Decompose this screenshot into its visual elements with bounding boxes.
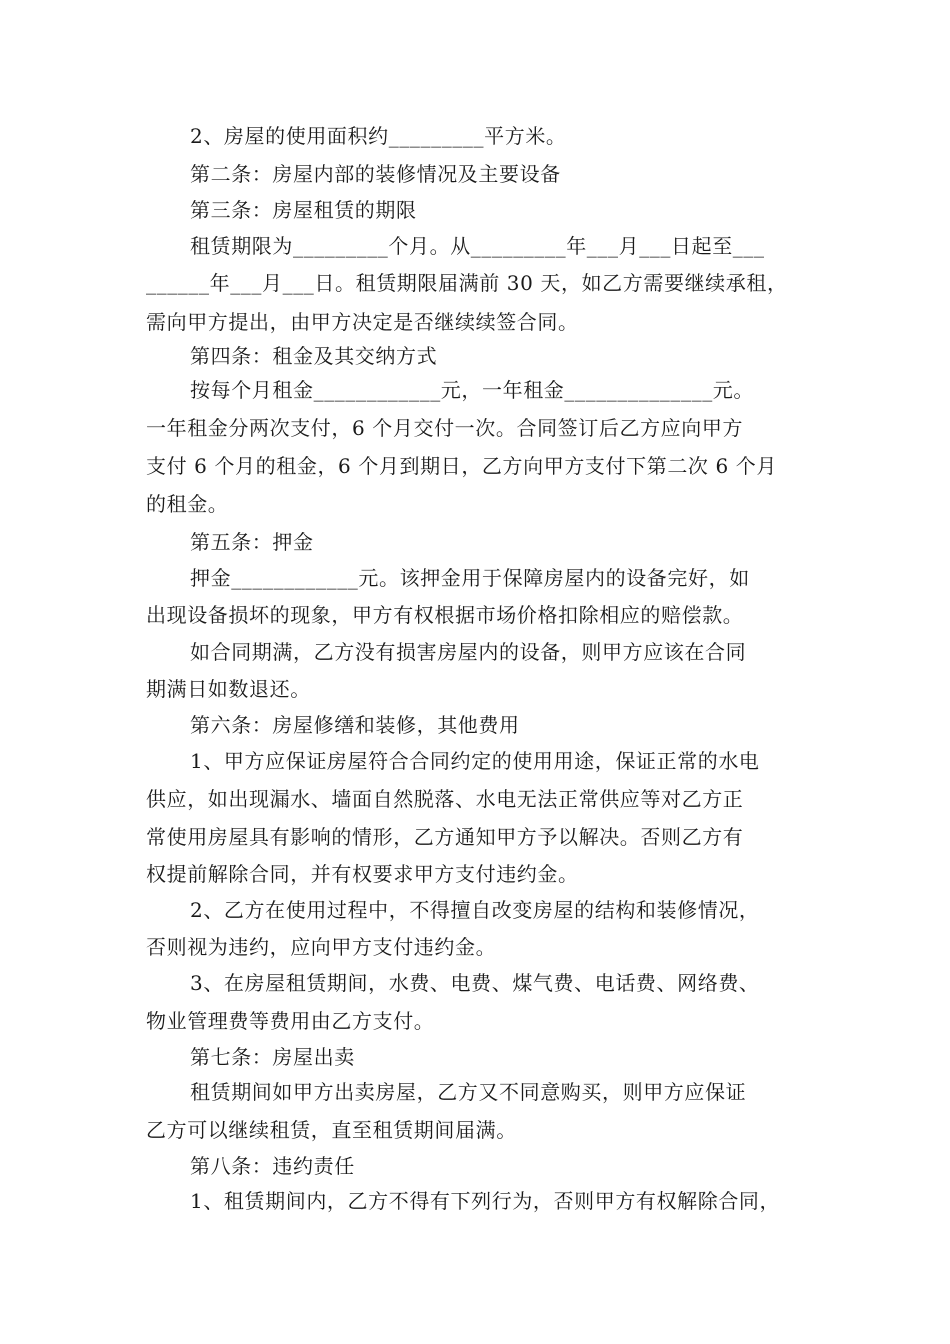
lease-term-line-2: ______年___月___日。租赁期限届满前 30 天，如乙方需要继续承租， [146,271,788,295]
rent-line-2: 一年租金分两次支付，6 个月交付一次。合同签订后乙方应向甲方 [146,416,744,440]
lease-term-line-1: 租赁期限为_________个月。从_________年___月___日起至___ [190,234,765,258]
lease-term-line-3: 需向甲方提出，由甲方决定是否继续续签合同。 [146,310,579,334]
clause-5-heading: 第五条：押金 [190,530,314,554]
clause-3-heading: 第三条：房屋租赁的期限 [190,198,417,222]
rent-line-1: 按每个月租金____________元，一年租金______________元。 [190,378,754,402]
repair-item-2-line-1: 2、乙方在使用过程中，不得擅自改变房屋的结构和装修情况， [190,898,760,922]
sale-line-1: 租赁期间如甲方出卖房屋，乙方又不同意购买，则甲方应保证 [190,1080,747,1104]
repair-item-1-line-2: 供应，如出现漏水、墙面自然脱落、水电无法正常供应等对乙方正 [146,787,744,811]
deposit-line-3: 如合同期满，乙方没有损害房屋内的设备，则甲方应该在合同 [190,640,747,664]
sale-line-2: 乙方可以继续租赁，直至租赁期间届满。 [146,1118,517,1142]
repair-item-1-line-4: 权提前解除合同，并有权要求甲方支付违约金。 [146,862,579,886]
clause-7-heading: 第七条：房屋出卖 [190,1045,355,1069]
rent-line-3: 支付 6 个月的租金，6 个月到期日，乙方向甲方支付下第二次 6 个月 [146,454,777,478]
breach-item-1-line-1: 1、租赁期间内，乙方不得有下列行为，否则甲方有权解除合同， [190,1189,781,1213]
clause-2-heading: 第二条：房屋内部的装修情况及主要设备 [190,162,561,186]
repair-item-1-line-3: 常使用房屋具有影响的情形，乙方通知甲方予以解决。否则乙方有 [146,825,744,849]
deposit-line-2: 出现设备损坏的现象，甲方有权根据市场价格扣除相应的赔偿款。 [146,603,744,627]
repair-item-3-line-2: 物业管理费等费用由乙方支付。 [146,1009,435,1033]
rent-line-4: 的租金。 [146,492,229,516]
deposit-line-1: 押金____________元。该押金用于保障房屋内的设备完好，如 [190,566,750,590]
clause-4-heading: 第四条：租金及其交纳方式 [190,344,438,368]
repair-item-3-line-1: 3、在房屋租赁期间，水费、电费、煤气费、电话费、网络费、 [190,971,760,995]
repair-item-1-line-1: 1、甲方应保证房屋符合合同约定的使用用途，保证正常的水电 [190,749,760,773]
deposit-line-4: 期满日如数退还。 [146,677,311,701]
clause-6-heading: 第六条：房屋修缮和装修，其他费用 [190,713,520,737]
repair-item-2-line-2: 否则视为违约，应向甲方支付违约金。 [146,935,497,959]
clause-1-item-2: 2、房屋的使用面积约_________平方米。 [190,124,567,148]
clause-8-heading: 第八条：违约责任 [190,1154,355,1178]
